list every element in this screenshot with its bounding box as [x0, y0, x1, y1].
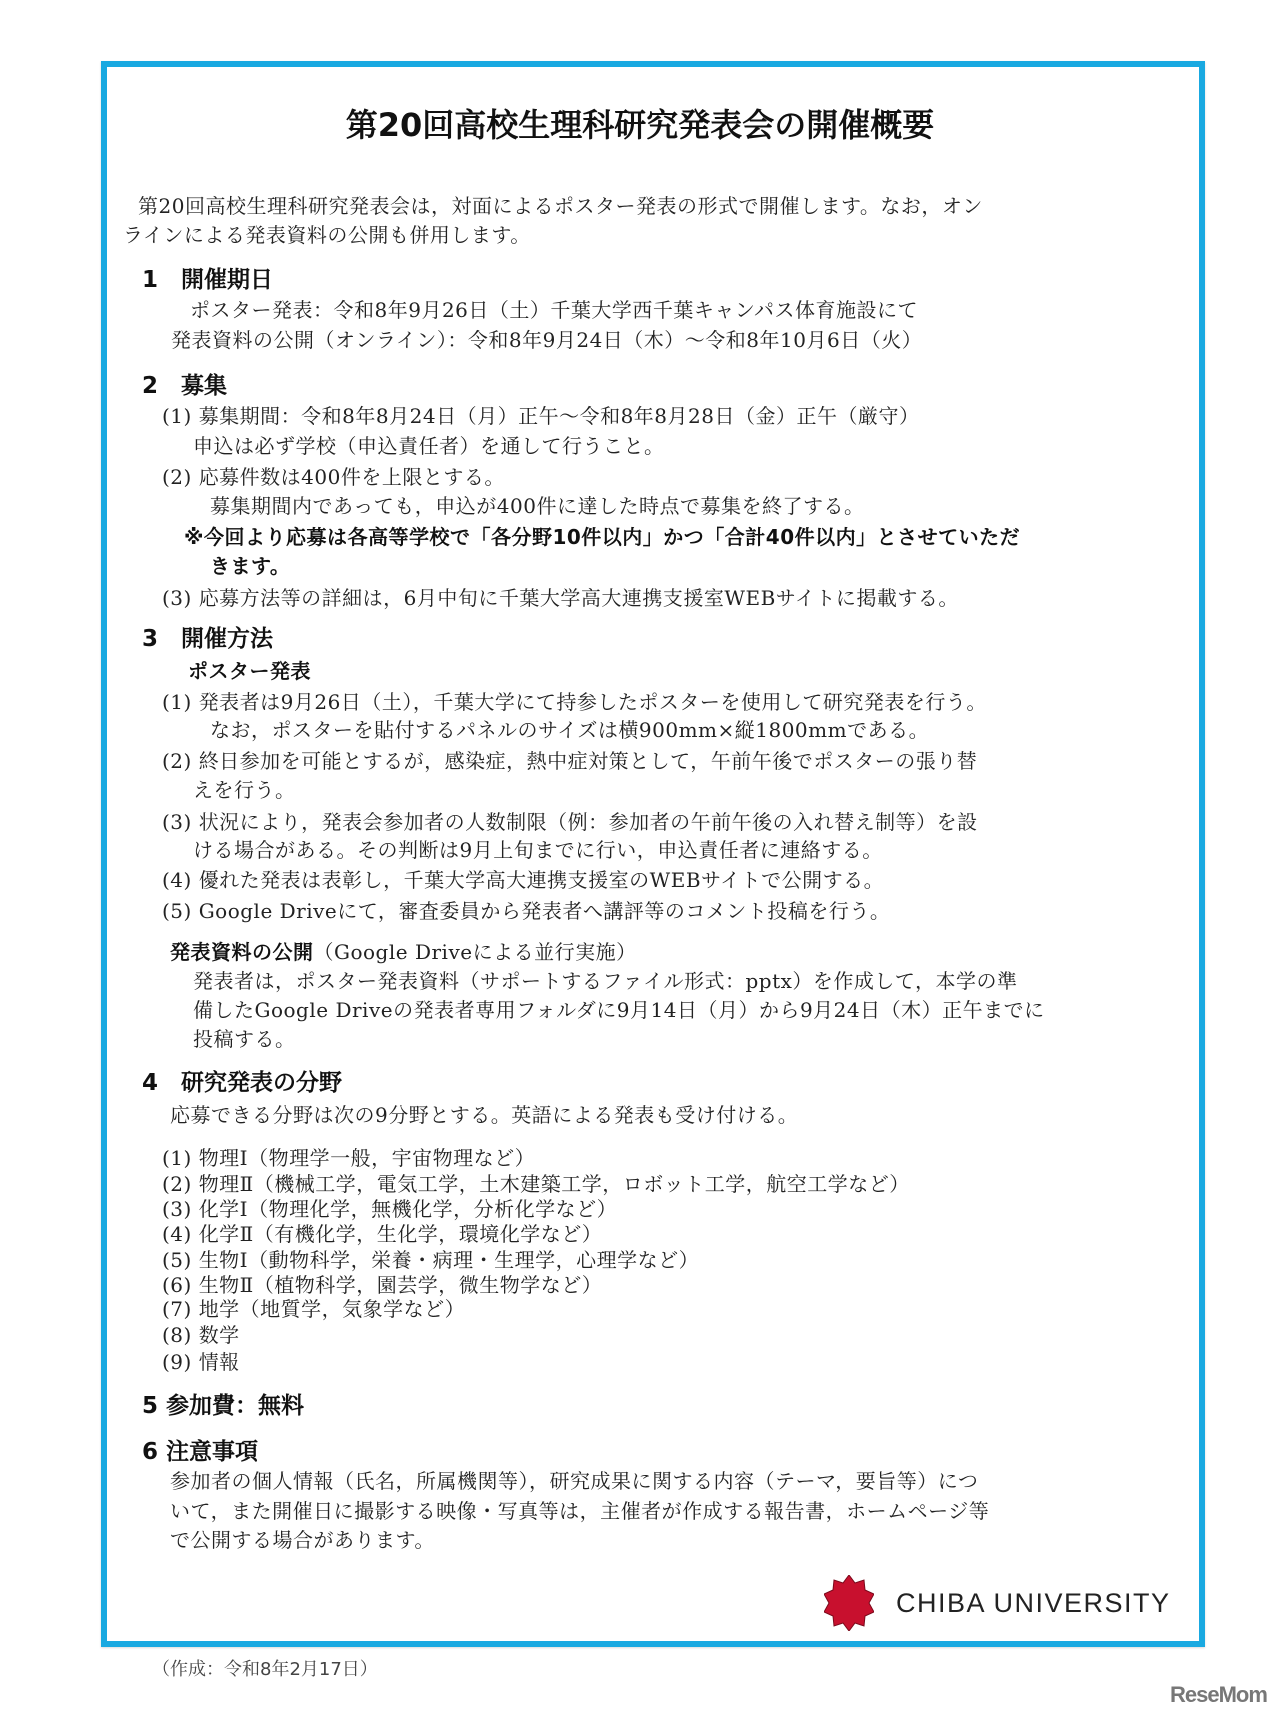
text-line: 発表者は，ポスター発表資料（サポートするファイル形式：pptx）を作成して，本学の準: [193, 969, 1018, 993]
field-item: (1) 物理Ⅰ（物理学一般，宇宙物理など）: [162, 1146, 536, 1170]
field-item: (4) 化学Ⅱ（有機化学，生化学，環境化学など）: [162, 1222, 603, 1246]
field-item: (5) 生物Ⅰ（動物科学，栄養・病理・生理学，心理学など）: [162, 1248, 700, 1272]
text-line: 発表資料の公開（オンライン）：令和8年9月24日（木）～令和8年10月6日（火）: [171, 328, 923, 352]
intro-line: 第20回高校生理科研究発表会は，対面によるポスター発表の形式で開催します。なお，オン: [138, 194, 983, 218]
notice-line: ※今回より応募は各高等学校で「各分野10件以内」かつ「合計40件以内」とさせていただ: [184, 525, 1021, 549]
text-line: なお，ポスターを貼付するパネルのサイズは横900mm×縦1800mmである。: [210, 718, 930, 742]
text-line: (3) 応募方法等の詳細は，6月中旬に千葉大学高大連携支援室WEBサイトに掲載する。: [162, 586, 959, 610]
section-heading-recruit: 2 募集: [142, 373, 228, 399]
subheading-online: [170, 939, 637, 965]
chiba-university-emblem-icon: [824, 1575, 874, 1631]
field-item: (2) 物理Ⅱ（機械工学，電気工学，土木建築工学，ロボット工学，航空工学など）: [162, 1172, 910, 1196]
creation-date: （作成：令和8年2月17日）: [152, 1659, 378, 1680]
text-line: いて，また開催日に撮影する映像・写真等は，主催者が作成する報告書，ホームページ等: [170, 1499, 990, 1523]
section-heading-fields: 4 研究発表の分野: [142, 1070, 343, 1096]
text-line: (1) 募集期間：令和8年8月24日（月）正午～令和8年8月28日（金）正午（厳守）: [162, 404, 920, 428]
field-item: (3) 化学Ⅰ（物理化学，無機化学，分析化学など）: [162, 1197, 618, 1221]
section-heading-fee: 5 参加費：無料: [142, 1393, 305, 1419]
text-line: ポスター発表：令和8年9月26日（土）千葉大学西千葉キャンパス体育施設にて: [190, 298, 918, 322]
notice-line: きます。: [210, 554, 291, 578]
text-line: 申込は必ず学校（申込責任者）を通して行うこと。: [193, 434, 665, 458]
online-heading: 発表資料の公開: [170, 940, 314, 964]
chiba-university-logo-text: CHIBA UNIVERSITY: [896, 1588, 1171, 1618]
text-line: (1) 発表者は9月26日（土），千葉大学にて持参したポスターを使用して研究発表を行う。: [162, 690, 987, 714]
subheading-poster: ポスター発表: [188, 659, 311, 683]
field-item: (8) 数学: [162, 1323, 240, 1347]
field-item: (9) 情報: [162, 1350, 240, 1374]
text-line: (5) Google Driveにて，審査委員から発表者へ講評等のコメント投稿を行う。: [162, 899, 891, 923]
section-heading-method: 3 開催方法: [142, 626, 274, 652]
intro-line: ラインによる発表資料の公開も併用します。: [123, 223, 531, 247]
text-line: 投稿する。: [193, 1027, 296, 1051]
section-heading-dates: 1 開催期日: [142, 267, 274, 293]
text-line: 応募できる分野は次の9分野とする。英語による発表も受け付ける。: [170, 1103, 799, 1127]
page-title: 第20回高校生理科研究発表会の開催概要: [345, 106, 935, 144]
field-item: (6) 生物Ⅱ（植物科学，園芸学，微生物学など）: [162, 1273, 603, 1297]
text-line: えを行う。: [193, 778, 296, 802]
resemom-watermark: ReseMom: [1170, 1682, 1267, 1707]
text-line: ける場合がある。その判断は9月上旬までに行い，申込責任者に連絡する。: [193, 838, 883, 862]
text-line: 参加者の個人情報（氏名，所属機関等），研究成果に関する内容（テーマ，要旨等）につ: [170, 1469, 979, 1493]
field-item: (7) 地学（地質学，気象学など）: [162, 1297, 466, 1321]
text-line: (3) 状況により，発表会参加者の人数制限（例：参加者の午前午後の入れ替え制等）を設: [162, 810, 978, 834]
text-line: 募集期間内であっても，申込が400件に達した時点で募集を終了する。: [210, 494, 865, 518]
text-line: (2) 応募件数は400件を上限とする。: [162, 465, 505, 489]
text-line: (2) 終日参加を可能とするが，感染症，熱中症対策として，午前午後でポスターの張り替: [162, 749, 978, 773]
section-heading-notes: 6 注意事項: [142, 1439, 259, 1465]
online-note: （Google Driveによる並行実施）: [313, 940, 637, 964]
text-line: 備したGoogle Driveの発表者専用フォルダに9月14日（月）から9月24日（木）正午までに: [193, 998, 1045, 1022]
text-line: で公開する場合があります。: [170, 1528, 435, 1552]
text-line: (4) 優れた発表は表彰し，千葉大学高大連携支援室のWEBサイトで公開する。: [162, 868, 885, 892]
